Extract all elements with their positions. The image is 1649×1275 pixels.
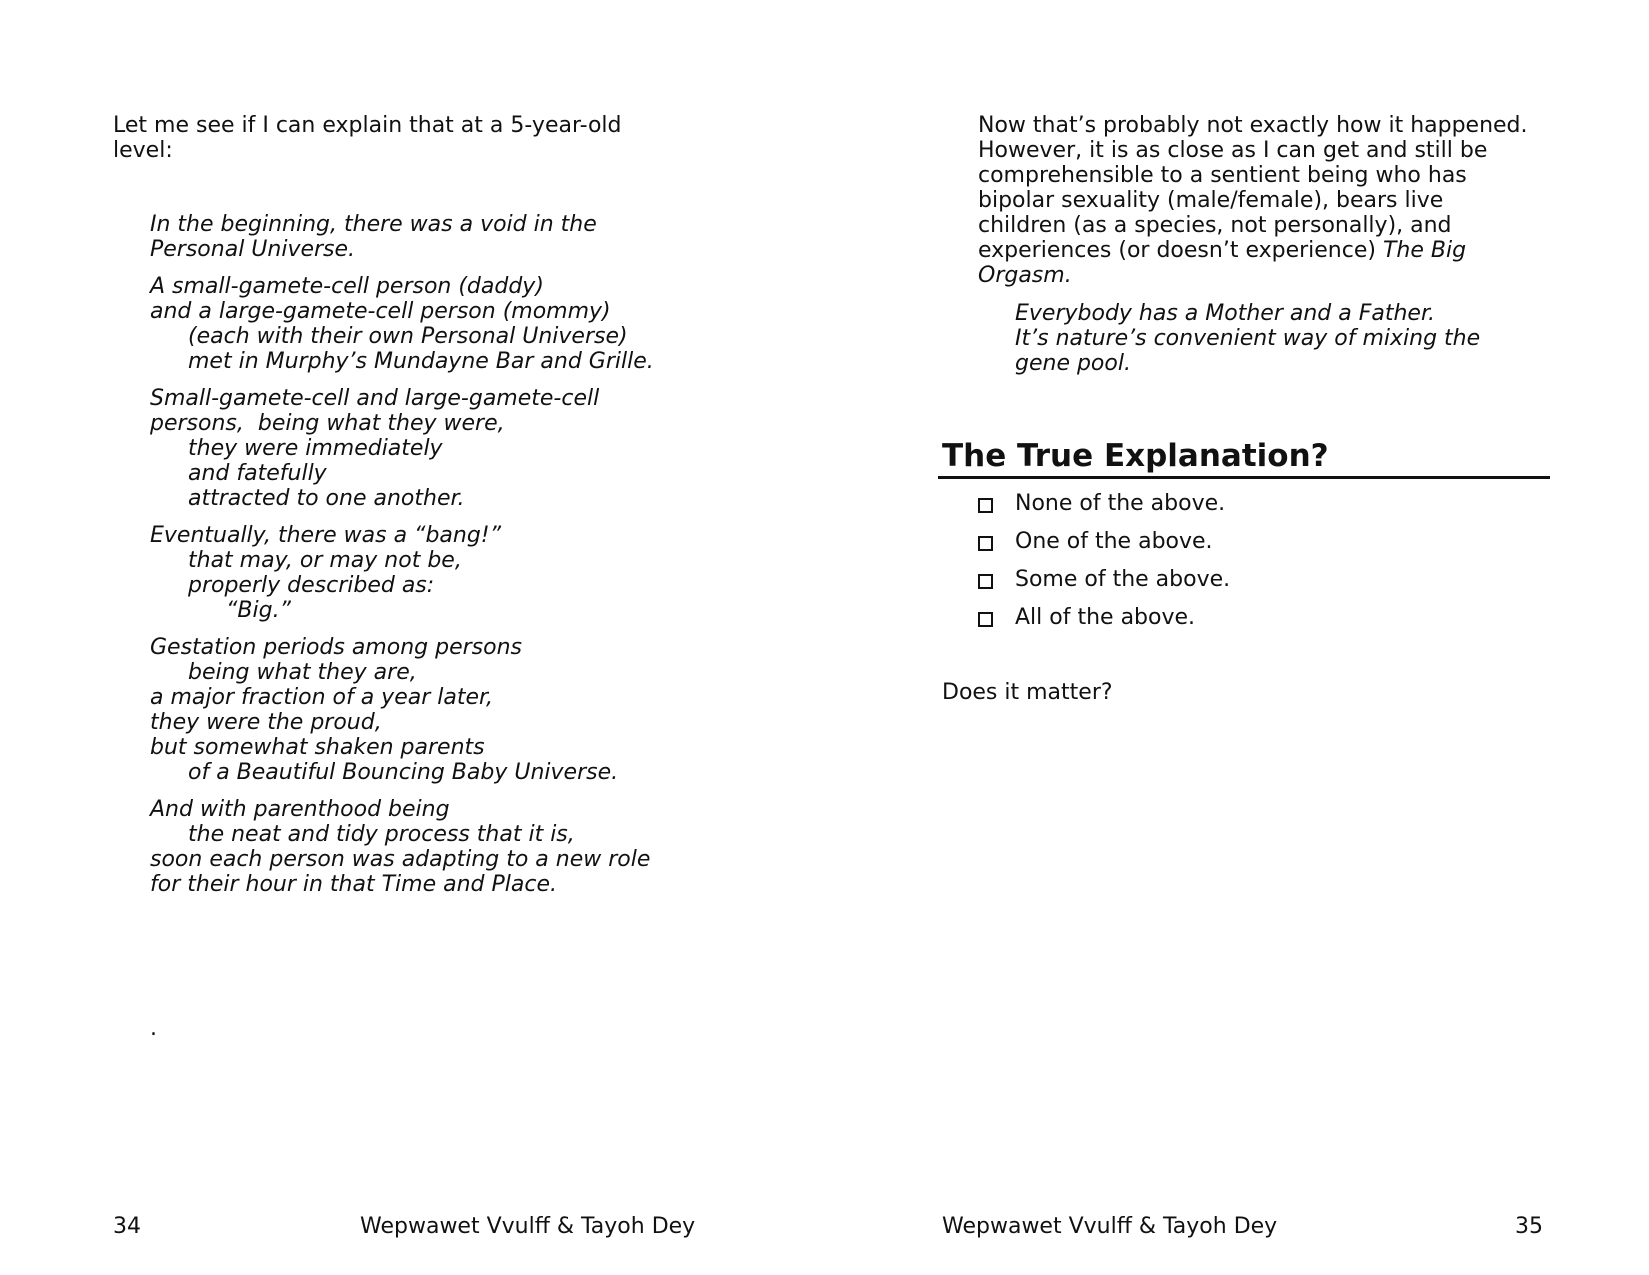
poem-line: for their hour in that Time and Place. — [150, 872, 557, 897]
stray-mark: . — [150, 1016, 157, 1041]
page-number: 35 — [1515, 1214, 1543, 1239]
explanation-emphasis: The Big Orgasm. — [978, 238, 1467, 288]
poem — [150, 212, 770, 909]
option-item — [978, 567, 1230, 605]
poem-line: and fatefully — [188, 461, 327, 486]
poem-line: Small-gamete-cell and large-gamete-cell — [150, 386, 600, 411]
option-item — [978, 605, 1230, 643]
poem-line: they were the proud, — [150, 710, 382, 735]
option-label: Some of the above. — [1015, 567, 1231, 592]
option-list — [978, 491, 1230, 643]
closing-question: Does it matter? — [942, 680, 1113, 705]
left-page — [0, 0, 824, 1275]
section-heading: The True Explanation? — [938, 436, 1550, 479]
explanation-paragraph — [978, 113, 1538, 288]
poem-stanza — [150, 386, 770, 511]
option-label: None of the above. — [1015, 491, 1226, 516]
option-label: One of the above. — [1015, 529, 1213, 554]
poem-line: being what they are, — [188, 660, 417, 685]
poem-line: and a large-gamete-cell person (mommy) — [150, 299, 611, 324]
option-item — [978, 491, 1230, 529]
poem-line: of a Beautiful Bouncing Baby Universe. — [188, 760, 619, 785]
page-number: 34 — [113, 1214, 141, 1239]
running-footer-author: Wepwawet Vvulff & Tayoh Dey — [360, 1214, 696, 1239]
checkbox-icon — [978, 612, 993, 627]
poem-stanza — [150, 797, 770, 897]
poem-line: Personal Universe. — [150, 237, 356, 262]
poem-line: persons, being what they were, — [150, 411, 505, 436]
poem-line: Eventually, there was a “bang!” — [150, 523, 502, 548]
poem-stanza — [150, 523, 770, 623]
poem-line: In the beginning, there was a void in the — [150, 212, 597, 237]
poem-line: soon each person was adapting to a new role — [150, 847, 651, 872]
block-quote — [1015, 301, 1480, 376]
checkbox-icon — [978, 498, 993, 513]
quote-line: Everybody has a Mother and a Father. — [1015, 301, 1435, 326]
option-label: All of the above. — [1015, 605, 1196, 630]
poem-line: that may, or may not be, — [188, 548, 462, 573]
quote-line: It’s nature’s convenient way of mixing the — [1015, 326, 1481, 351]
intro-paragraph: Let me see if I can explain that at a 5-year-old level: — [113, 113, 622, 163]
poem-line: properly described as: — [188, 573, 435, 598]
poem-stanza — [150, 635, 770, 785]
poem-line: the neat and tidy process that it is, — [188, 822, 575, 847]
poem-line: met in Murphy’s Mundayne Bar and Grille. — [188, 349, 654, 374]
explanation-text: Now that’s probably not exactly how it happened. However, it is as close as I can get and still be comprehensible to a sentient being who has bipolar sexuality (male/female), bears live children (as a species, not personally), and experiences (or doesn’t experience) — [978, 113, 1528, 263]
poem-line: attracted to one another. — [188, 486, 465, 511]
poem-line: but somewhat shaken parents — [150, 735, 485, 760]
poem-line: they were immediately — [188, 436, 443, 461]
checkbox-icon — [978, 536, 993, 551]
poem-line: (each with their own Personal Universe) — [188, 324, 628, 349]
option-item — [978, 529, 1230, 567]
right-page — [825, 0, 1649, 1275]
poem-line: a major fraction of a year later, — [150, 685, 494, 710]
poem-stanza — [150, 212, 770, 262]
poem-line: Gestation periods among persons — [150, 635, 522, 660]
poem-line: A small-gamete-cell person (daddy) — [150, 274, 544, 299]
poem-stanza — [150, 274, 770, 374]
poem-line: “Big.” — [226, 598, 291, 623]
quote-line: gene pool. — [1015, 351, 1131, 376]
checkbox-icon — [978, 574, 993, 589]
running-footer-author: Wepwawet Vvulff & Tayoh Dey — [942, 1214, 1278, 1239]
poem-line: And with parenthood being — [150, 797, 450, 822]
